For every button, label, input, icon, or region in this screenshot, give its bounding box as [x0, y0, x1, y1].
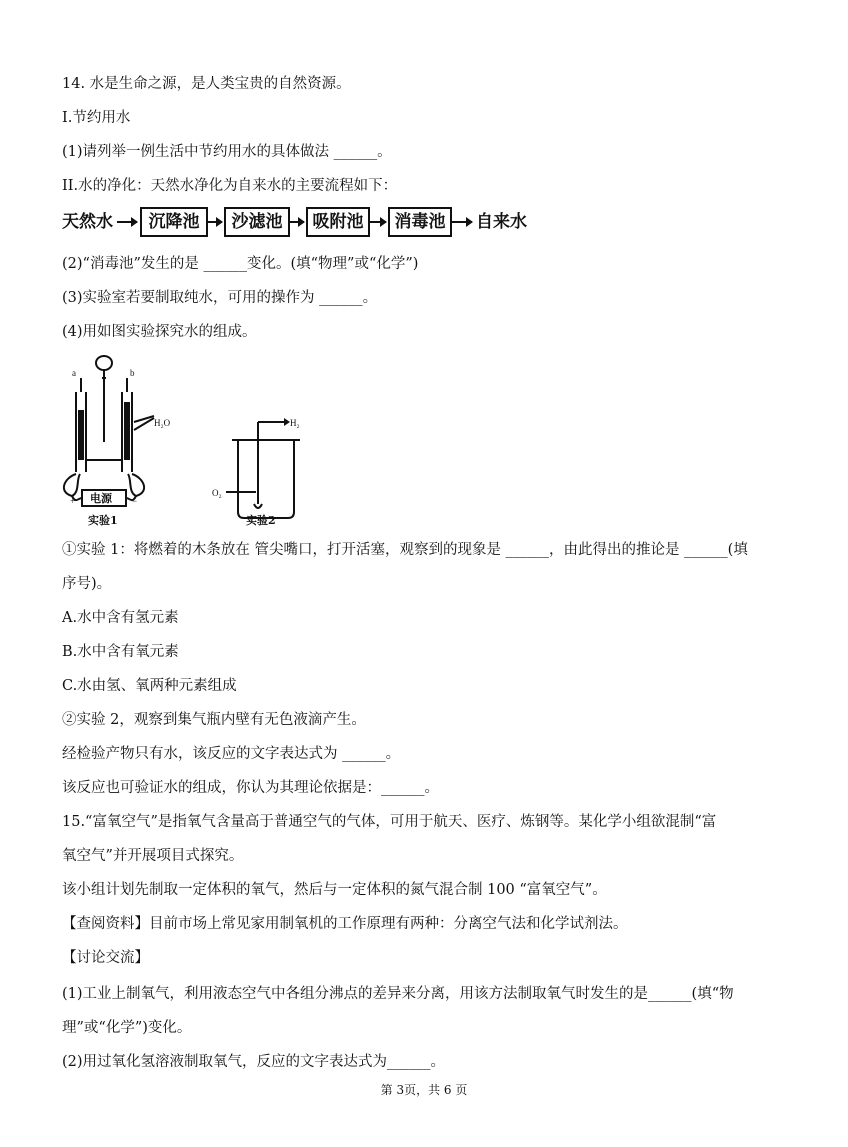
discussion-1-line-2: 理”或“化学”)变化。 [62, 1020, 192, 1036]
question-14-2: (2)“消毒池”发生的是 ______变化。(填“物理”或“化学”) [62, 256, 419, 272]
question-15-line-3: 该小组计划先制取一定体积的氧气，然后与一定体积的氮气混合制 100 “富氧空气”。 [62, 882, 607, 898]
label-plus: + [70, 496, 76, 506]
label-h2o: H₂O [154, 418, 171, 428]
label-h2: H₂ [290, 418, 300, 428]
question-14-4: (4)用如图实验探究水的组成。 [62, 324, 257, 340]
flow-arrow [208, 221, 222, 223]
experiment-2-line-1: ②实验 2，观察到集气瓶内壁有无色液滴产生。 [62, 712, 366, 728]
question-14-3: (3)实验室若要制取纯水，可用的操作为 ______。 [62, 290, 378, 306]
experiment-1-line-1: ①实验 1：将燃着的木条放在 管尖嘴口，打开活塞，观察到的现象是 ______，由此得出的推论是 ______(填 [62, 542, 748, 558]
experiment-2-line-3: 该反应也可验证水的组成，你认为其理论依据是：______。 [62, 780, 439, 796]
flow-start: 天然水 [62, 212, 113, 232]
experiment-2-line-2: 经检验产物只有水，该反应的文字表达式为 ______。 [62, 746, 401, 762]
question-15-line-1: 15.“富氧空气”是指氧气含量高于普通空气的气体，可用于航天、医疗、炼钢等。某化学小组欲混制“富 [62, 814, 717, 830]
discussion-2: (2)用过氧化氢溶液制取氧气，反应的文字表达式为______。 [62, 1054, 446, 1070]
label-minus: − [132, 496, 138, 506]
experiment-figure [62, 352, 322, 532]
flow-arrow [370, 221, 386, 223]
discussion-heading: 【讨论交流】 [62, 950, 149, 966]
experiment-1-line-2: 序号)。 [62, 576, 112, 592]
question-14-1: (1)请列举一例生活中节约用水的具体做法 ______。 [62, 144, 392, 160]
page-footer: 第 3页，共 6 页 [380, 1083, 468, 1097]
caption-experiment-1: 实验1 [88, 514, 118, 527]
flow-step: 消毒池 [388, 207, 452, 237]
caption-experiment-2: 实验2 [246, 514, 276, 527]
option-c: C.水由氢、氧两种元素组成 [62, 678, 237, 694]
label-o2: O₂ [212, 488, 222, 498]
flow-arrow [452, 221, 472, 223]
flow-step: 沉降池 [140, 207, 208, 237]
question-14-title: 14. 水是生命之源，是人类宝贵的自然资源。 [62, 76, 351, 92]
discussion-1-line-1: (1)工业上制氧气，利用液态空气中各组分沸点的差异来分离，用该方法制取氧气时发生的是______(填“物 [62, 986, 734, 1002]
reference-info: 【查阅资料】目前市场上常见家用制氧机的工作原理有两种：分离空气法和化学试剂法。 [62, 916, 628, 932]
flow-arrow [117, 221, 137, 223]
flow-end: 自来水 [476, 212, 527, 232]
flow-step: 吸附池 [306, 207, 370, 237]
question-15-line-2: 氧空气”并开展项目式探究。 [62, 848, 244, 864]
label-a: a [72, 368, 76, 378]
option-b: B.水中含有氧元素 [62, 644, 179, 660]
power-label: 电源 [90, 492, 112, 505]
option-a: A.水中含有氢元素 [62, 610, 179, 626]
label-b: b [130, 368, 135, 378]
flow-arrow [290, 221, 304, 223]
section-save-water: I.节约用水 [62, 110, 131, 126]
section-water-purification: II.水的净化：天然水净化为自来水的主要流程如下： [62, 178, 398, 194]
purification-flowchart [62, 207, 542, 241]
flow-step: 沙滤池 [224, 207, 290, 237]
